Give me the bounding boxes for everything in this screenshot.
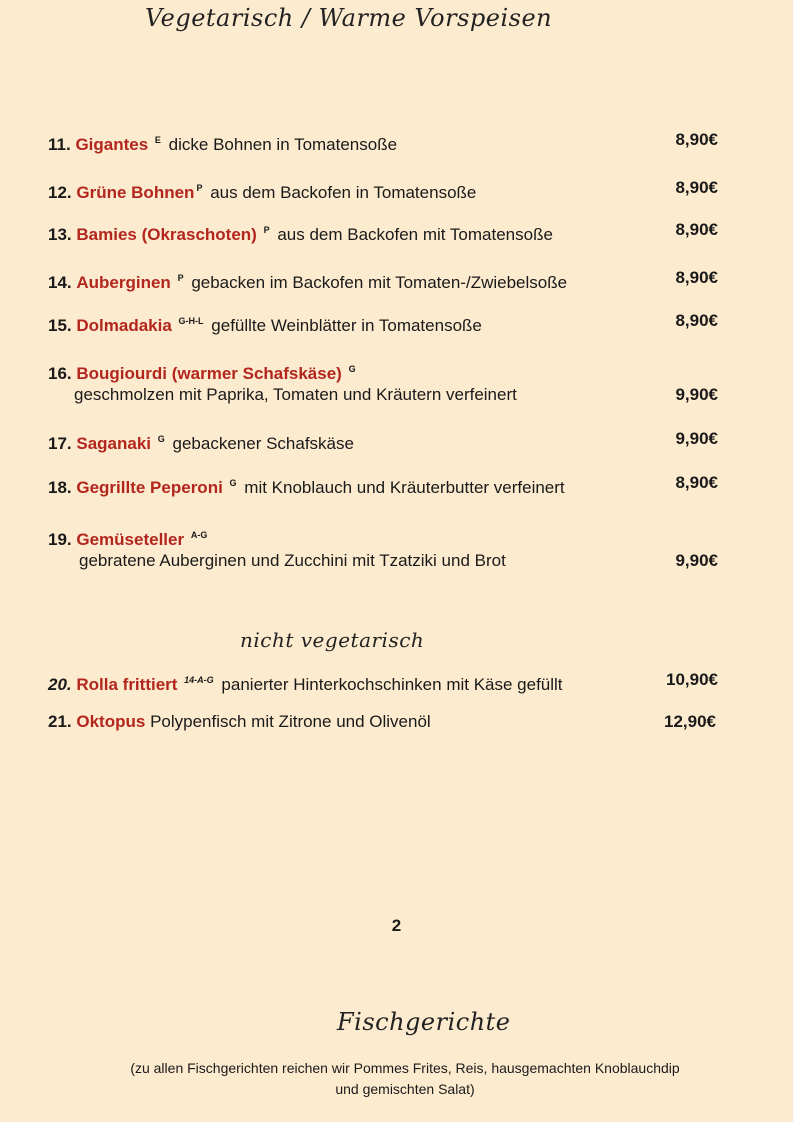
item-price: 8,90€ <box>675 473 718 492</box>
item-number: 11. <box>48 135 71 154</box>
item-name: Gegrillte Peperoni <box>76 478 223 497</box>
allergen-code: G <box>229 478 237 488</box>
item-price: 9,90€ <box>675 429 718 448</box>
item-price: 8,90€ <box>675 311 718 330</box>
item-description: panierter Hinterkochschinken mit Käse gefüllt <box>221 675 563 694</box>
item-name: Gemüseteller <box>76 530 185 549</box>
item-number: 21. <box>48 712 72 731</box>
item-price: 9,90€ <box>675 385 718 404</box>
allergen-code: 14-A-G <box>184 675 214 685</box>
item-description: dicke Bohnen in Tomatensoße <box>168 135 398 154</box>
page-number: 2 <box>391 916 402 935</box>
allergen-code: P <box>196 183 203 193</box>
item-number: 12. <box>48 183 72 202</box>
item-description: Polypenfisch mit Zitrone und Olivenöl <box>150 712 431 731</box>
item-name: Auberginen <box>76 273 171 292</box>
menu-item-21 <box>48 710 716 734</box>
menu-item-16 <box>48 357 718 409</box>
menu-item-17 <box>48 427 718 456</box>
allergen-code: G <box>157 434 165 444</box>
menu-item-20 <box>48 668 718 697</box>
item-description: gebacken im Backofen mit Tomaten-/Zwiebelsoße <box>191 273 568 292</box>
allergen-code: G-H-L <box>178 316 204 326</box>
item-number: 15. <box>48 316 72 335</box>
item-description: gefüllte Weinblätter in Tomatensoße <box>211 316 482 335</box>
item-description: gebratene Auberginen und Zucchini mit Tzatziki und Brot <box>79 551 506 570</box>
menu-item-15 <box>48 309 718 338</box>
item-description: aus dem Backofen in Tomatensoße <box>210 183 477 202</box>
menu-item-18 <box>48 471 718 500</box>
item-name: Rolla frittiert <box>76 675 178 694</box>
item-name: Saganaki <box>76 434 152 453</box>
item-description: gebackener Schafskäse <box>172 434 354 453</box>
menu-item-14 <box>48 266 718 295</box>
item-name: Grüne Bohnen <box>76 183 195 202</box>
item-price: 12,90€ <box>664 712 716 731</box>
menu-item-12 <box>48 176 718 205</box>
item-number: 16. <box>48 364 72 383</box>
item-price: 8,90€ <box>675 130 718 149</box>
allergen-code: P <box>263 225 270 235</box>
allergen-code: A-G <box>190 530 208 540</box>
section-title-fish: Fischgerichte <box>337 1008 511 1036</box>
item-price: 9,90€ <box>675 551 718 570</box>
item-price: 8,90€ <box>675 178 718 197</box>
allergen-code: P <box>177 273 184 283</box>
note-line-2: und gemischten Salat) <box>335 1081 475 1097</box>
item-description: aus dem Backofen mit Tomatensoße <box>277 225 553 244</box>
item-number: 19. <box>48 530 72 549</box>
fish-side-note <box>0 1058 793 1100</box>
section-title-vegetarian: Vegetarisch / Warme Vorspeisen <box>145 4 553 32</box>
item-name: Dolmadakia <box>76 316 172 335</box>
item-price: 8,90€ <box>675 220 718 239</box>
item-number: 20. <box>48 675 72 694</box>
item-description: mit Knoblauch und Kräuterbutter verfeinert <box>244 478 565 497</box>
item-name: Oktopus <box>76 712 146 731</box>
item-price: 8,90€ <box>675 268 718 287</box>
item-description: geschmolzen mit Paprika, Tomaten und Kräutern verfeinert <box>74 385 517 404</box>
item-price: 10,90€ <box>666 670 718 689</box>
item-number: 13. <box>48 225 72 244</box>
item-number: 14. <box>48 273 72 292</box>
item-number: 17. <box>48 434 72 453</box>
note-line-1: (zu allen Fischgerichten reichen wir Pommes Frites, Reis, hausgemachten Knoblauchdip <box>130 1060 680 1076</box>
allergen-code: E <box>154 135 161 145</box>
item-name: Bougiourdi (warmer Schafskäse) <box>76 364 342 383</box>
item-name: Bamies (Okraschoten) <box>76 225 257 244</box>
section-title-non-vegetarian: nicht vegetarisch <box>240 628 425 652</box>
allergen-code: G <box>348 364 356 374</box>
menu-item-19 <box>48 523 718 575</box>
item-number: 18. <box>48 478 72 497</box>
item-name: Gigantes <box>75 135 149 154</box>
menu-item-13 <box>48 218 718 247</box>
menu-item-11 <box>48 128 718 157</box>
